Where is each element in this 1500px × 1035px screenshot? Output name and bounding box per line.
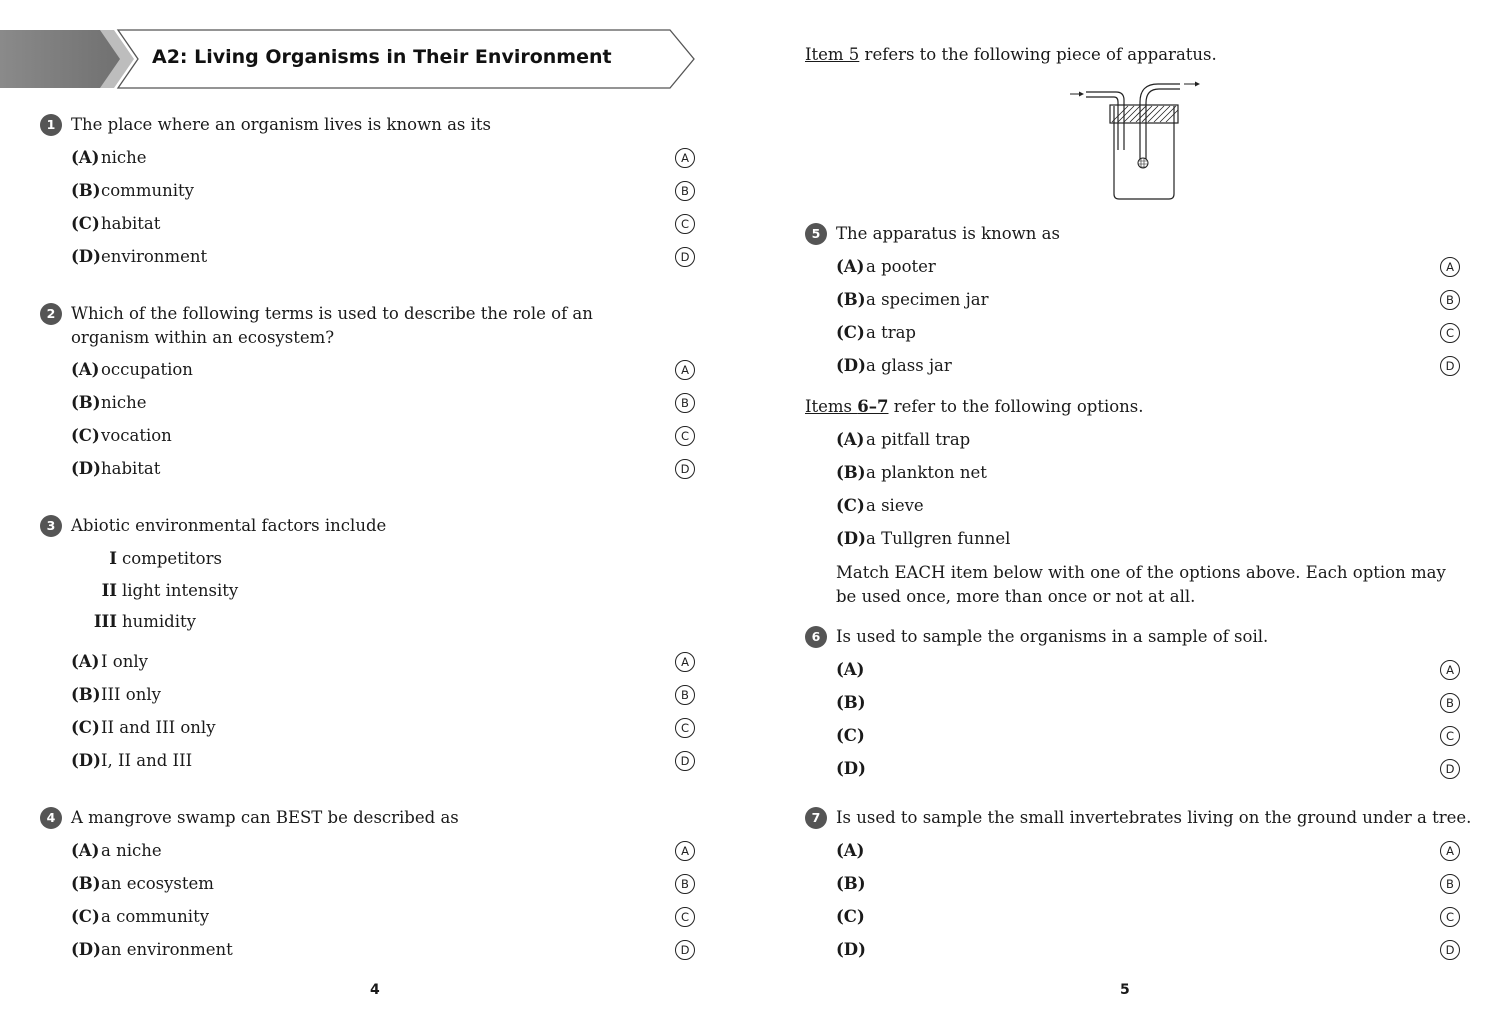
q2-answer-bubble-a[interactable]: A — [675, 360, 695, 380]
q7-option-a: (A) — [836, 841, 865, 860]
q7-option-b: (B) — [836, 874, 866, 893]
q5-answer-bubble-c[interactable]: C — [1440, 323, 1460, 343]
question-stem: The apparatus is known as — [836, 224, 1060, 243]
q3-statement-2: II light intensity — [101, 581, 239, 600]
q1-answer-bubble-a[interactable]: A — [675, 148, 695, 168]
q6-option-b: (B) — [836, 693, 866, 712]
q7-answer-bubble-d[interactable]: D — [1440, 940, 1460, 960]
question-stem: Which of the following terms is used to describe the role of an organism within an ecosystem? — [71, 304, 593, 347]
q3-option-c: (C)II and III only — [71, 718, 216, 737]
pooter-apparatus-diagram — [1060, 72, 1210, 204]
q3-option-b: (B)III only — [71, 685, 161, 704]
q1-answer-bubble-c[interactable]: C — [675, 214, 695, 234]
question-2 — [40, 302, 650, 350]
q2-option-a: (A)occupation — [71, 360, 193, 379]
q1-answer-bubble-b[interactable]: B — [675, 181, 695, 201]
q7-option-d: (D) — [836, 940, 866, 959]
q5-answer-bubble-a[interactable]: A — [1440, 257, 1460, 277]
item5-link: Item 5 — [805, 45, 860, 64]
q3-answer-bubble-c[interactable]: C — [675, 718, 695, 738]
shared-option-c: (C)a sieve — [836, 496, 924, 515]
q1-answer-bubble-d[interactable]: D — [675, 247, 695, 267]
question-3 — [40, 514, 386, 538]
question-5 — [805, 222, 1060, 246]
q6-answer-bubble-d[interactable]: D — [1440, 759, 1460, 779]
q6-answer-bubble-a[interactable]: A — [1440, 660, 1460, 680]
q2-answer-bubble-b[interactable]: B — [675, 393, 695, 413]
q5-answer-bubble-d[interactable]: D — [1440, 356, 1460, 376]
shared-option-d: (D)a Tullgren funnel — [836, 529, 1011, 548]
q2-option-c: (C)vocation — [71, 426, 172, 445]
q4-answer-bubble-b[interactable]: B — [675, 874, 695, 894]
shared-option-a: (A)a pitfall trap — [836, 430, 971, 449]
question-6 — [805, 625, 1268, 649]
q4-option-c: (C)a community — [71, 907, 210, 926]
question-number: 2 — [40, 303, 62, 325]
q1-option-b: (B)community — [71, 181, 194, 200]
q5-option-b: (B)a specimen jar — [836, 290, 989, 309]
q3-statement-3: III humidity — [93, 612, 196, 631]
q3-answer-bubble-b[interactable]: B — [675, 685, 695, 705]
question-stem: A mangrove swamp can BEST be described as — [71, 808, 459, 827]
q6-option-c: (C) — [836, 726, 865, 745]
q5-answer-bubble-b[interactable]: B — [1440, 290, 1460, 310]
q5-option-a: (A)a pooter — [836, 257, 936, 276]
q3-option-a: (A)I only — [71, 652, 148, 671]
items67-link: Items 6–7 — [805, 397, 889, 416]
q3-statement-1: I competitors — [109, 549, 222, 568]
question-number: 6 — [805, 626, 827, 648]
q1-option-c: (C)habitat — [71, 214, 161, 233]
question-stem: The place where an organism lives is known as its — [71, 115, 491, 134]
match-instruction: Match EACH item below with one of the options above. Each option may be used once, more than once or not at all. — [836, 563, 1446, 606]
q6-option-a: (A) — [836, 660, 865, 679]
q1-option-a: (A)niche — [71, 148, 147, 167]
question-number: 5 — [805, 223, 827, 245]
question-stem: Abiotic environmental factors include — [71, 516, 387, 535]
q4-answer-bubble-c[interactable]: C — [675, 907, 695, 927]
q4-answer-bubble-d[interactable]: D — [675, 940, 695, 960]
question-number: 7 — [805, 807, 827, 829]
page-number: 4 — [370, 982, 380, 998]
q4-answer-bubble-a[interactable]: A — [675, 841, 695, 861]
q5-option-c: (C)a trap — [836, 323, 916, 342]
q7-answer-bubble-c[interactable]: C — [1440, 907, 1460, 927]
q2-option-d: (D)habitat — [71, 459, 161, 478]
question-4 — [40, 806, 459, 830]
question-1 — [40, 113, 491, 137]
q6-option-d: (D) — [836, 759, 866, 778]
question-number: 1 — [40, 114, 62, 136]
question-stem: Is used to sample the organisms in a sample of soil. — [836, 627, 1269, 646]
q4-option-b: (B)an ecosystem — [71, 874, 214, 893]
q2-answer-bubble-d[interactable]: D — [675, 459, 695, 479]
q7-answer-bubble-b[interactable]: B — [1440, 874, 1460, 894]
q4-option-d: (D)an environment — [71, 940, 233, 959]
right-page — [750, 0, 1500, 1035]
section-title: A2: Living Organisms in Their Environment — [152, 46, 612, 68]
shared-option-b: (B)a plankton net — [836, 463, 987, 482]
item5-reference: Item 5 refers to the following piece of apparatus. — [805, 45, 1217, 64]
q2-option-b: (B)niche — [71, 393, 147, 412]
page-number: 5 — [1120, 982, 1130, 998]
question-number: 3 — [40, 515, 62, 537]
q5-option-d: (D)a glass jar — [836, 356, 952, 375]
question-7 — [805, 806, 1471, 830]
q3-answer-bubble-d[interactable]: D — [675, 751, 695, 771]
q7-option-c: (C) — [836, 907, 865, 926]
q6-answer-bubble-c[interactable]: C — [1440, 726, 1460, 746]
q7-answer-bubble-a[interactable]: A — [1440, 841, 1460, 861]
q2-answer-bubble-c[interactable]: C — [675, 426, 695, 446]
question-number: 4 — [40, 807, 62, 829]
q3-answer-bubble-a[interactable]: A — [675, 652, 695, 672]
question-stem: Is used to sample the small invertebrates living on the ground under a tree. — [836, 808, 1472, 827]
items67-reference: Items 6–7 refer to the following options. — [805, 397, 1144, 416]
q4-option-a: (A)a niche — [71, 841, 162, 860]
q3-option-d: (D)I, II and III — [71, 751, 193, 770]
q6-answer-bubble-b[interactable]: B — [1440, 693, 1460, 713]
q1-option-d: (D)environment — [71, 247, 208, 266]
